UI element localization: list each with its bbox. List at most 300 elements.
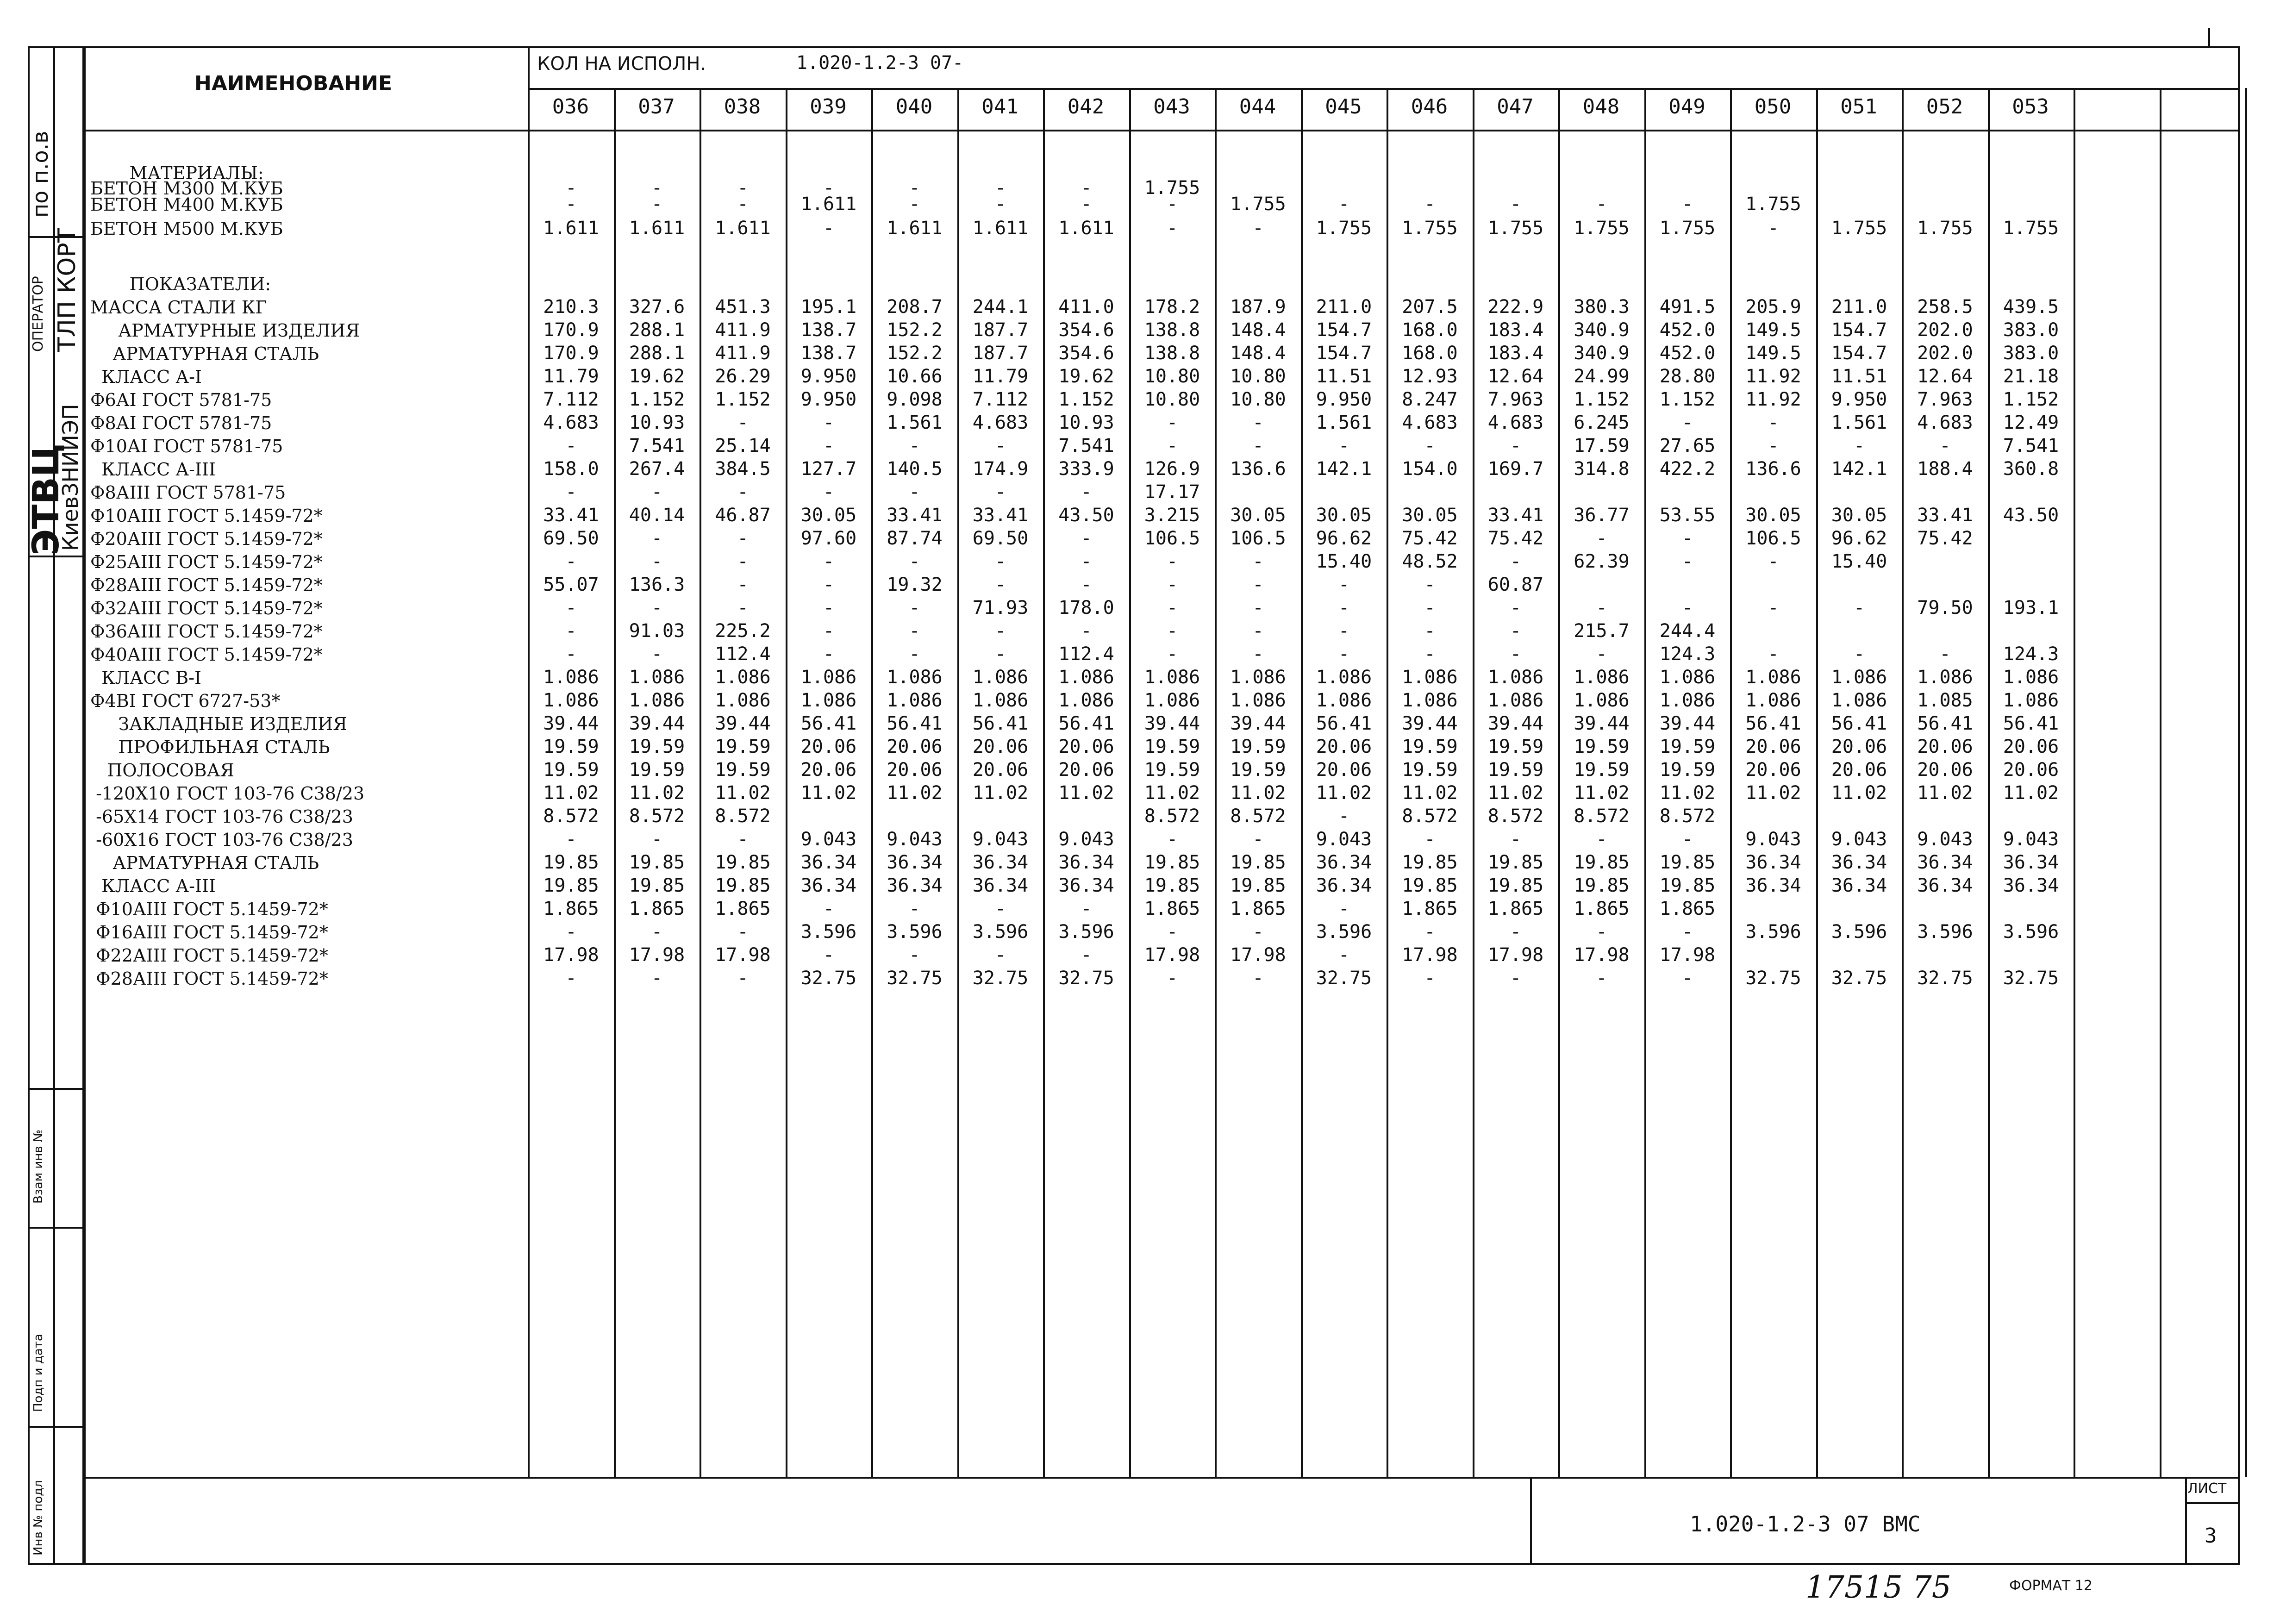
table-cell: 340.9 <box>1574 319 1630 341</box>
binding-h5 <box>28 1426 86 1428</box>
header-bottom-rule <box>82 130 2240 131</box>
table-cell: 11.02 <box>1659 782 1716 804</box>
table-cell: 53.55 <box>1659 505 1716 526</box>
table-cell: 11.02 <box>1831 782 1887 804</box>
table-cell: 19.62 <box>1058 366 1114 387</box>
table-cell: 152.2 <box>887 319 943 341</box>
table-cell: 188.4 <box>1917 458 1973 480</box>
table-cell: - <box>823 412 835 433</box>
table-cell: 10.93 <box>1058 412 1114 433</box>
table-cell: 1.865 <box>1574 898 1630 919</box>
table-cell: - <box>1510 551 1522 572</box>
table-cell: 4.683 <box>972 412 1029 433</box>
table-cell: 1.086 <box>887 690 943 711</box>
table-cell: 205.9 <box>1745 296 1801 318</box>
column-header: 039 <box>810 95 847 119</box>
table-cell: 383.0 <box>2003 343 2059 364</box>
table-cell: 19.59 <box>715 736 771 757</box>
row-label: ПРОФИЛЬНАЯ СТАЛЬ <box>90 737 330 757</box>
table-cell: 20.06 <box>887 759 943 781</box>
table-cell: 154.7 <box>1316 343 1372 364</box>
table-cell: 8.572 <box>1574 806 1630 827</box>
table-cell: 1.086 <box>1230 690 1286 711</box>
table-cell: 11.02 <box>1574 782 1630 804</box>
table-cell: - <box>1166 597 1178 618</box>
table-cell: 1.086 <box>2003 667 2059 688</box>
row-label: КЛАСС А-III <box>90 459 216 480</box>
table-cell: 1.086 <box>1144 690 1200 711</box>
table-cell: - <box>994 574 1006 595</box>
column-header: 052 <box>1926 95 1963 119</box>
row-label: -120Х10 ГОСТ 103-76 С38/23 <box>90 783 365 804</box>
table-cell: - <box>651 968 663 989</box>
table-cell: 36.34 <box>1316 852 1372 873</box>
table-cell: 1.086 <box>1144 667 1200 688</box>
table-cell: 126.9 <box>1144 458 1200 480</box>
row-label: Ф32АIII ГОСТ 5.1459-72* <box>90 598 323 618</box>
table-cell: - <box>737 481 749 503</box>
table-cell: 32.75 <box>1316 968 1372 989</box>
table-cell: 32.75 <box>2003 968 2059 989</box>
table-cell: - <box>651 551 663 572</box>
table-cell: 56.41 <box>1058 713 1114 734</box>
table-cell: 7.112 <box>972 389 1029 410</box>
table-cell: 10.80 <box>1144 389 1200 410</box>
table-cell: 140.5 <box>887 458 943 480</box>
table-cell: 20.06 <box>1058 759 1114 781</box>
table-cell: 19.85 <box>1230 875 1286 896</box>
table-cell: 1.755 <box>1917 218 1973 239</box>
table-cell: 20.06 <box>1745 759 1801 781</box>
table-cell: 1.086 <box>1917 667 1973 688</box>
table-cell: - <box>1338 643 1350 665</box>
table-cell: 142.1 <box>1831 458 1887 480</box>
table-cell: 39.44 <box>629 713 685 734</box>
column-rule <box>2245 88 2247 1477</box>
table-cell: - <box>565 177 577 199</box>
table-cell: 36.34 <box>1316 875 1372 896</box>
table-cell: 11.02 <box>2003 782 2059 804</box>
table-cell: 380.3 <box>1574 296 1630 318</box>
table-cell: 39.44 <box>1230 713 1286 734</box>
table-cell: 215.7 <box>1574 620 1630 642</box>
table-cell: 10.80 <box>1230 366 1286 387</box>
table-cell: - <box>1166 643 1178 665</box>
table-cell: 411.9 <box>715 319 771 341</box>
table-cell: 17.98 <box>1144 944 1200 966</box>
table-cell: - <box>565 551 577 572</box>
row-label: -65Х14 ГОСТ 103-76 С38/23 <box>90 806 353 827</box>
side-top-label: по п.о.в <box>28 131 53 218</box>
table-cell: 202.0 <box>1917 319 1973 341</box>
table-cell: 27.65 <box>1659 435 1716 456</box>
column-header: 049 <box>1668 95 1705 119</box>
table-cell: 9.043 <box>1058 829 1114 850</box>
table-cell: - <box>651 643 663 665</box>
table-cell: 39.44 <box>1487 713 1544 734</box>
binding-h3 <box>28 1088 86 1090</box>
table-cell: 384.5 <box>715 458 771 480</box>
table-cell: 11.02 <box>1058 782 1114 804</box>
table-cell: - <box>1596 528 1607 549</box>
table-cell: 207.5 <box>1402 296 1458 318</box>
table-cell: 193.1 <box>2003 597 2059 618</box>
table-cell: 75.42 <box>1487 528 1544 549</box>
table-cell: - <box>909 551 920 572</box>
table-cell: 33.41 <box>543 505 599 526</box>
table-cell: - <box>1424 829 1436 850</box>
table-cell: 10.80 <box>1230 389 1286 410</box>
table-cell: 20.06 <box>1831 759 1887 781</box>
table-cell: 3.596 <box>1831 921 1887 943</box>
table-cell: 25.14 <box>715 435 771 456</box>
table-cell: 17.98 <box>543 944 599 966</box>
table-cell: - <box>1424 597 1436 618</box>
side-inv: Инв № подл <box>31 1480 45 1555</box>
row-label: Ф10АI ГОСТ 5781-75 <box>90 436 283 456</box>
table-cell: - <box>823 435 835 456</box>
table-cell: 1.086 <box>800 690 857 711</box>
table-cell: 36.34 <box>887 852 943 873</box>
table-cell: 36.34 <box>2003 852 2059 873</box>
table-cell: 75.42 <box>1402 528 1458 549</box>
table-cell: 1.152 <box>1574 389 1630 410</box>
table-cell: 10.93 <box>629 412 685 433</box>
table-cell: 36.34 <box>1058 852 1114 873</box>
table-cell: 19.85 <box>715 875 771 896</box>
table-cell: 12.93 <box>1402 366 1458 387</box>
row-label: КЛАСС В-I <box>90 668 202 688</box>
table-cell: 39.44 <box>1574 713 1630 734</box>
table-cell: 4.683 <box>543 412 599 433</box>
table-cell: 136.6 <box>1230 458 1286 480</box>
table-cell: 411.0 <box>1058 296 1114 318</box>
table-cell: - <box>823 551 835 572</box>
table-cell: 19.59 <box>1574 759 1630 781</box>
table-cell: - <box>1424 968 1436 989</box>
table-cell: - <box>1166 829 1178 850</box>
table-cell: 11.02 <box>1402 782 1458 804</box>
table-cell: 19.59 <box>1402 736 1458 757</box>
table-cell: 1.611 <box>887 218 943 239</box>
row-label: АРМАТУРНАЯ СТАЛЬ <box>90 344 319 364</box>
table-cell: - <box>1681 551 1693 572</box>
table-cell: 19.85 <box>1574 875 1630 896</box>
column-header: 045 <box>1325 95 1362 119</box>
table-cell: 174.9 <box>972 458 1029 480</box>
table-cell: - <box>1768 218 1779 239</box>
table-cell: 20.06 <box>972 759 1029 781</box>
side-org: ЭТВЦ <box>25 443 67 556</box>
table-cell: - <box>1681 968 1693 989</box>
table-cell: 154.7 <box>1831 319 1887 341</box>
table-cell: - <box>1596 968 1607 989</box>
table-cell: 1.086 <box>1487 690 1544 711</box>
kol-label: КОЛ НА ИСПОЛН. <box>537 53 706 75</box>
side-vzam: Взам инв № <box>31 1130 45 1204</box>
table-cell: 19.85 <box>1659 852 1716 873</box>
table-cell: 1.086 <box>1659 667 1716 688</box>
row-label: Ф10АIII ГОСТ 5.1459-72* <box>90 506 323 526</box>
table-cell: 56.41 <box>800 713 857 734</box>
table-cell: - <box>1681 829 1693 850</box>
table-cell: 333.9 <box>1058 458 1114 480</box>
table-cell: 288.1 <box>629 343 685 364</box>
table-cell: 20.06 <box>1316 759 1372 781</box>
table-cell: 148.4 <box>1230 319 1286 341</box>
table-cell: 8.572 <box>1487 806 1544 827</box>
table-cell: - <box>1768 643 1779 665</box>
row-label: Ф8АIII ГОСТ 5781-75 <box>90 482 286 503</box>
handwritten-number: 17515 75 <box>1805 1569 1951 1605</box>
table-cell: 178.0 <box>1058 597 1114 618</box>
table-cell: 69.50 <box>972 528 1029 549</box>
table-cell: 9.043 <box>1917 829 1973 850</box>
table-cell: - <box>1252 829 1264 850</box>
table-cell: 19.85 <box>1487 875 1544 896</box>
column-header: 046 <box>1411 95 1448 119</box>
table-cell: 12.49 <box>2003 412 2059 433</box>
table-cell: - <box>1510 968 1522 989</box>
table-cell: 168.0 <box>1402 343 1458 364</box>
table-cell: 136.3 <box>629 574 685 595</box>
table-cell: - <box>1768 412 1779 433</box>
table-cell: 1.086 <box>1402 690 1458 711</box>
table-cell: 1.086 <box>1745 667 1801 688</box>
table-cell: 1.755 <box>1487 218 1544 239</box>
table-cell: - <box>737 829 749 850</box>
table-cell: 32.75 <box>1058 968 1114 989</box>
table-cell: - <box>1166 921 1178 943</box>
column-header: 038 <box>724 95 761 119</box>
table-cell: - <box>1939 435 1951 456</box>
table-cell: 43.50 <box>2003 505 2059 526</box>
table-cell: 210.3 <box>543 296 599 318</box>
column-header: 042 <box>1067 95 1105 119</box>
table-cell: - <box>565 435 577 456</box>
table-cell: 15.40 <box>1316 551 1372 572</box>
table-cell: 452.0 <box>1659 343 1716 364</box>
table-cell: 30.05 <box>1230 505 1286 526</box>
table-cell: - <box>994 194 1006 215</box>
table-cell: 9.043 <box>1316 829 1372 850</box>
table-cell: - <box>1853 435 1865 456</box>
table-cell: 19.85 <box>715 852 771 873</box>
table-cell: 202.0 <box>1917 343 1973 364</box>
table-cell: - <box>1081 194 1092 215</box>
table-cell: - <box>1596 597 1607 618</box>
table-cell: 19.59 <box>715 759 771 781</box>
table-cell: - <box>1166 551 1178 572</box>
table-cell: 1.086 <box>1316 667 1372 688</box>
table-cell: 75.42 <box>1917 528 1973 549</box>
table-cell: 19.59 <box>629 736 685 757</box>
table-cell: 3.596 <box>972 921 1029 943</box>
table-cell: 8.572 <box>1402 806 1458 827</box>
table-cell: 71.93 <box>972 597 1029 618</box>
table-cell: 112.4 <box>1058 643 1114 665</box>
sheet-label: ЛИСТ <box>2187 1480 2227 1497</box>
table-cell: 56.41 <box>1917 713 1973 734</box>
table-cell: 1.086 <box>1487 667 1544 688</box>
table-cell: - <box>1510 435 1522 456</box>
table-cell: 1.755 <box>1316 218 1372 239</box>
table-cell: 19.85 <box>1144 875 1200 896</box>
table-cell: - <box>737 412 749 433</box>
table-cell: - <box>565 597 577 618</box>
table-cell: 154.7 <box>1831 343 1887 364</box>
table-cell: 1.755 <box>1745 194 1801 215</box>
table-cell: 183.4 <box>1487 319 1544 341</box>
table-cell: 1.086 <box>1831 690 1887 711</box>
table-cell: 8.572 <box>1230 806 1286 827</box>
table-cell: 20.06 <box>2003 736 2059 757</box>
table-cell: 43.50 <box>1058 505 1114 526</box>
column-header: 040 <box>895 95 933 119</box>
table-cell: 17.98 <box>1574 944 1630 966</box>
table-cell: 138.7 <box>800 343 857 364</box>
table-cell: 26.29 <box>715 366 771 387</box>
table-cell: - <box>737 551 749 572</box>
table-cell: 1.561 <box>1316 412 1372 433</box>
table-cell: - <box>1166 435 1178 456</box>
table-cell: 1.865 <box>629 898 685 919</box>
table-cell: 124.3 <box>1659 643 1716 665</box>
table-cell: 20.06 <box>1917 736 1973 757</box>
row-label: АРМАТУРНЫЕ ИЗДЕЛИЯ <box>90 320 360 341</box>
table-cell: 19.85 <box>1402 875 1458 896</box>
table-cell: 56.41 <box>1745 713 1801 734</box>
table-cell: 9.950 <box>1831 389 1887 410</box>
table-cell: 1.086 <box>543 690 599 711</box>
table-cell: 33.41 <box>1917 505 1973 526</box>
table-cell: - <box>737 574 749 595</box>
table-cell: 19.59 <box>543 759 599 781</box>
row-label: Ф6АI ГОСТ 5781-75 <box>90 390 272 410</box>
table-cell: 39.44 <box>543 713 599 734</box>
table-cell: - <box>823 643 835 665</box>
table-cell: 1.755 <box>1659 218 1716 239</box>
table-cell: 11.02 <box>1144 782 1200 804</box>
table-cell: 3.596 <box>2003 921 2059 943</box>
row-label: БЕТОН М300 М.КУБ <box>90 178 283 199</box>
table-cell: 7.963 <box>1487 389 1544 410</box>
table-cell: 3.596 <box>1745 921 1801 943</box>
table-cell: 36.34 <box>1058 875 1114 896</box>
table-cell: 1.152 <box>2003 389 2059 410</box>
table-cell: - <box>1424 574 1436 595</box>
table-cell: - <box>737 597 749 618</box>
table-cell: 1.086 <box>887 667 943 688</box>
table-cell: - <box>1252 620 1264 642</box>
table-cell: 149.5 <box>1745 343 1801 364</box>
table-cell: 1.611 <box>543 218 599 239</box>
table-cell: - <box>909 177 920 199</box>
table-cell: 149.5 <box>1745 319 1801 341</box>
table-cell: 1.086 <box>972 667 1029 688</box>
table-cell: 1.755 <box>1230 194 1286 215</box>
table-cell: 8.572 <box>1144 806 1200 827</box>
table-cell: - <box>1768 435 1779 456</box>
table-cell: 19.85 <box>543 852 599 873</box>
table-cell: - <box>1510 921 1522 943</box>
table-cell: 36.34 <box>887 875 943 896</box>
table-cell: 1.865 <box>1144 898 1200 919</box>
table-cell: - <box>1338 898 1350 919</box>
table-cell: - <box>1166 218 1178 239</box>
table-cell: 3.596 <box>1917 921 1973 943</box>
table-cell: - <box>994 435 1006 456</box>
row-label: БЕТОН М400 М.КУБ <box>90 194 283 215</box>
table-cell: - <box>737 968 749 989</box>
table-cell: 4.683 <box>1487 412 1544 433</box>
table-cell: 1.086 <box>1659 690 1716 711</box>
table-cell: 9.950 <box>800 366 857 387</box>
table-cell: 1.085 <box>1917 690 1973 711</box>
table-cell: 56.41 <box>1831 713 1887 734</box>
table-cell: 17.98 <box>629 944 685 966</box>
table-cell: - <box>737 528 749 549</box>
table-cell: - <box>823 218 835 239</box>
table-cell: 8.572 <box>1659 806 1716 827</box>
table-cell: 15.40 <box>1831 551 1887 572</box>
table-cell: 183.4 <box>1487 343 1544 364</box>
series-code: 1.020-1.2-3 07- <box>796 52 964 74</box>
table-cell: 97.60 <box>800 528 857 549</box>
table-cell: - <box>909 944 920 966</box>
table-cell: 30.05 <box>1831 505 1887 526</box>
table-cell: 1.611 <box>1058 218 1114 239</box>
table-cell: - <box>1939 643 1951 665</box>
table-cell: 288.1 <box>629 319 685 341</box>
table-cell: 8.572 <box>715 806 771 827</box>
table-cell: 106.5 <box>1745 528 1801 549</box>
table-cell: 1.755 <box>1402 218 1458 239</box>
table-cell: 30.05 <box>800 505 857 526</box>
table-cell: 1.865 <box>715 898 771 919</box>
table-cell: 258.5 <box>1917 296 1973 318</box>
table-cell: 19.85 <box>1402 852 1458 873</box>
table-cell: 11.02 <box>629 782 685 804</box>
table-cell: - <box>565 921 577 943</box>
table-cell: 1.755 <box>2003 218 2059 239</box>
table-cell: 4.683 <box>1917 412 1973 433</box>
table-cell: 9.043 <box>972 829 1029 850</box>
table-cell: 1.086 <box>1058 667 1114 688</box>
table-cell: 11.02 <box>543 782 599 804</box>
table-cell: - <box>1424 435 1436 456</box>
table-cell: 55.07 <box>543 574 599 595</box>
table-cell: - <box>1166 620 1178 642</box>
table-cell: - <box>1424 194 1436 215</box>
table-cell: - <box>1596 194 1607 215</box>
corner-tick <box>2208 28 2210 46</box>
table-cell: - <box>909 435 920 456</box>
table-cell: 19.85 <box>1230 852 1286 873</box>
table-cell: - <box>1252 597 1264 618</box>
row-label: Ф25АIII ГОСТ 5.1459-72* <box>90 552 323 572</box>
table-cell: 17.59 <box>1574 435 1630 456</box>
table-cell: - <box>1424 921 1436 943</box>
row-label: Ф8АI ГОСТ 5781-75 <box>90 413 272 433</box>
table-cell: 244.4 <box>1659 620 1716 642</box>
table-cell: - <box>1081 528 1092 549</box>
table-cell: - <box>1081 177 1092 199</box>
table-cell: 56.41 <box>1316 713 1372 734</box>
table-cell: 48.52 <box>1402 551 1458 572</box>
table-cell: - <box>1338 806 1350 827</box>
table-cell: 1.152 <box>1659 389 1716 410</box>
